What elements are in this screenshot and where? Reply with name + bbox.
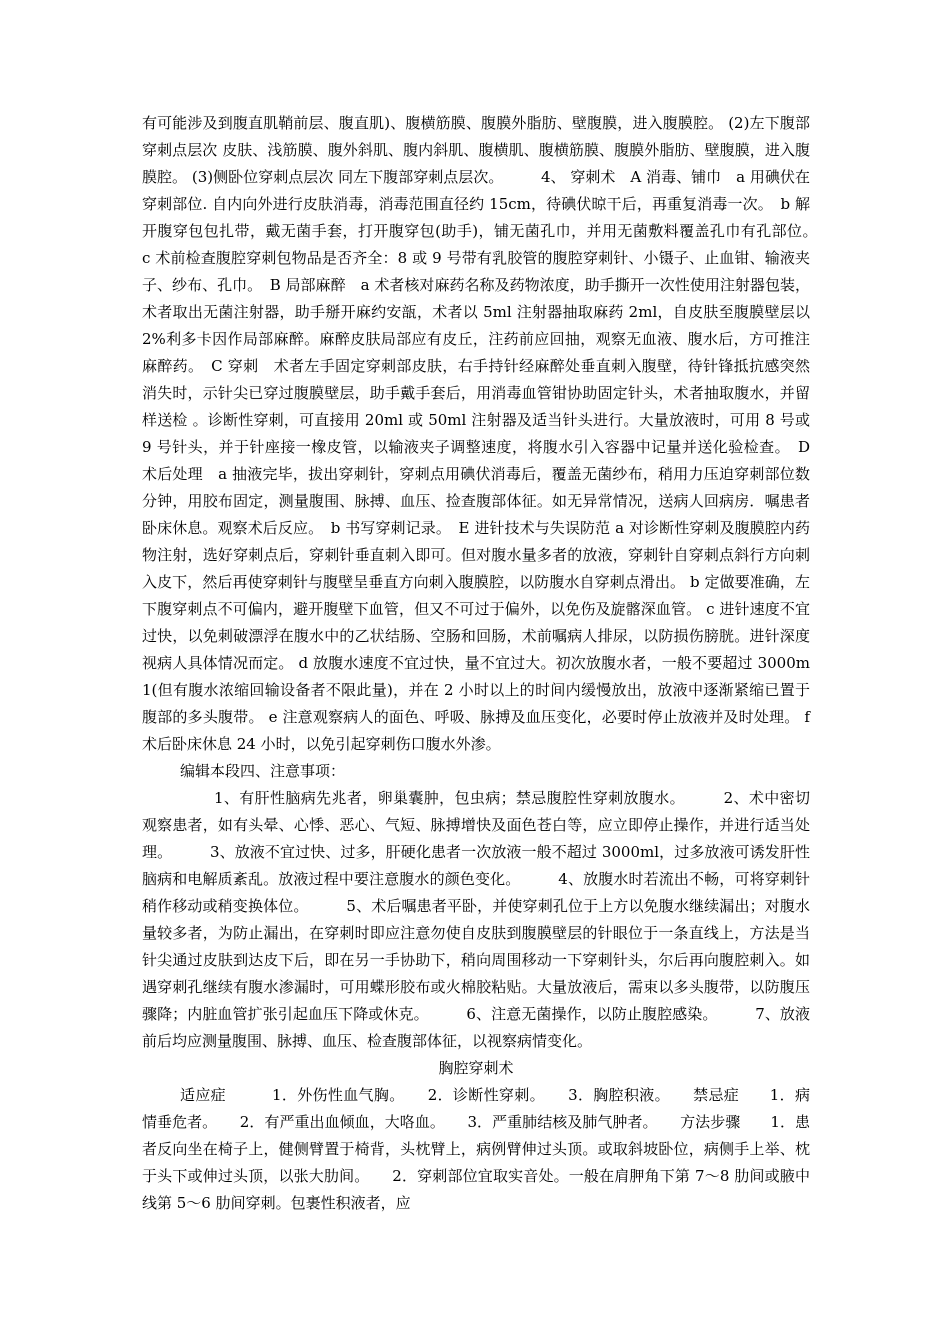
- body-paragraph-precautions: 1、有肝性脑病先兆者，卵巢囊肿，包虫病；禁忌腹腔性穿刺放腹水。 2、术中密切观察患者，如有头晕、心悸、恶心、气短、脉搏增快及面色苍白等，应立即停止操作，并进行适当处理。 3、放液不宜过快、过多，肝硬化患者一次放液一般不超过 3000ml，过多放液可诱发肝性脑病和电解质紊乱。放液过程中要注意腹水的颜色变化。 4、放腹水时若流出不畅，可将穿刺针稍作移动或稍变换体位。 5、术后嘱患者平卧，并使穿刺孔位于上方以免腹水继续漏出；对腹水量较多者，为防止漏出，在穿刺时即应注意勿使自皮肤到腹膜壁层的针眼位于一条直线上，方法是当针尖通过皮肤到达皮下后，即在另一手协助下，稍向周围移动一下穿刺针头，尔后再向腹腔刺入。如遇穿刺孔继续有腹水渗漏时，可用蝶形胶布或火棉胶粘贴。大量放液后，需束以多头腹带，以防腹压骤降；内脏血管扩张引起血压下降或休克。 6、注意无菌操作，以防止腹腔感染。 7、放液前后均应测量腹围、脉搏、血压、检查腹部体征，以视察病情变化。: [142, 789, 810, 1050]
- section-title: 胸腔穿刺术: [438, 1059, 514, 1077]
- document-page: [142, 110, 826, 1217]
- section-heading-precautions: 编辑本段四、注意事项：: [180, 762, 346, 780]
- body-paragraph-thoracentesis: 适应症 1．外伤性血气胸。 2．诊断性穿刺。 3．胸腔积液。 禁忌症 1．病情垂危者。 2．有严重出血倾血，大咯血。 3．严重肺结核及肺气肿者。 方法步骤 1．患者反向坐在椅子上，健侧臂置于椅背，头枕臂上，病例臂伸过头顶。或取斜坡卧位，病侧手上举、枕于头下或伸过头顶，以张大肋间。 2．穿刺部位宜取实音处。一般在肩胛角下第 7～8 肋间或腋中线第 5～6 肋间穿刺。包裹性积液者，应: [142, 1086, 810, 1212]
- body-paragraph-procedure: 有可能涉及到腹直肌鞘前层、腹直肌)、腹横筋膜、腹膜外脂肪、壁腹膜，进入腹膜腔。 (2)左下腹部穿刺点层次 皮肤、浅筋膜、腹外斜肌、腹内斜肌、腹横肌、腹横筋膜、腹膜外脂肪、壁腹膜，进入腹膜腔。 (3)侧卧位穿刺点层次 同左下腹部穿刺点层次。 4、 穿刺术 A 消毒、铺巾 a 用碘伏在穿刺部位. 自内向外进行皮肤消毒，消毒范围直径约 15cm，待碘伏晾干后，再重复消毒一次。 b 解开腹穿包包扎带，戴无菌手套，打开腹穿包(助手)，铺无菌孔巾，并用无菌敷料覆盖孔巾有孔部位。 c 术前检查腹腔穿刺包物品是否齐全：8 或 9 号带有乳胶管的腹腔穿刺针、小镊子、止血钳、输液夹子、纱布、孔巾。 B 局部麻醉 a 术者核对麻药名称及药物浓度，助手撕开一次性使用注射器包装，术者取出无菌注射器，助手掰开麻约安瓿，术者以 5ml 注射器抽取麻药 2ml，自皮肤至腹膜壁层以 2%利多卡因作局部麻醉。麻醉皮肤局部应有皮丘，注药前应回抽，观察无血液、腹水后，方可推注麻醉药。 C 穿刺 术者左手固定穿刺部皮肤，右手持针经麻醉处垂直刺入腹壁，待针锋抵抗感突然消失时，示针尖已穿过腹膜壁层，助手戴手套后，用消毒血管钳协助固定针头，术者抽取腹水，并留样送检 。诊断性穿刺，可直接用 20ml 或 50ml 注射器及适当针头进行。大量放液时，可用 8 号或 9 号针头，并于针座接一橡皮管，以输液夹子调整速度，将腹水引入容器中记量并送化验检查。 D 术后处理 a 抽液完毕，拔出穿刺针，穿刺点用碘伏消毒后，覆盖无菌纱布，稍用力压迫穿刺部位数分钟，用胶布固定，测量腹围、脉搏、血压、捡查腹部体征。如无异常情况，送病人回病房．嘱患者卧床休息。观察术后反应。 b 书写穿刺记录。 E 进针技术与失误防范 a 对诊断性穿刺及腹膜腔内药物注射，选好穿刺点后，穿刺针垂直刺入即可。但对腹水量多者的放液，穿刺针自穿刺点斜行方向刺入皮下，然后再使穿刺针与腹壁呈垂直方向刺入腹膜腔，以防腹水自穿刺点滑出。 b 定做要准确，左下腹穿刺点不可偏内，避开腹壁下血管，但又不可过于偏外，以免伤及旋髂深血管。 c 进针速度不宜过快，以免刺破漂浮在腹水中的乙状结肠、空肠和回肠，术前嘱病人排尿，以防损伤膀胱。进针深度视病人具体情况而定。 d 放腹水速度不宜过快，量不宜过大。初次放腹水者，一般不要超过 3000m1(但有腹水浓缩回输设备者不限此量)，并在 2 小时以上的时间内缓慢放出，放液中逐渐紧缩已置于腹部的多头腹带。 e 注意观察病人的面色、呼吸、脉搏及血压变化，必要时停止放液并及时处理。 f 术后卧床休息 24 小时，以免引起穿刺伤口腹水外渗。: [142, 114, 826, 753]
